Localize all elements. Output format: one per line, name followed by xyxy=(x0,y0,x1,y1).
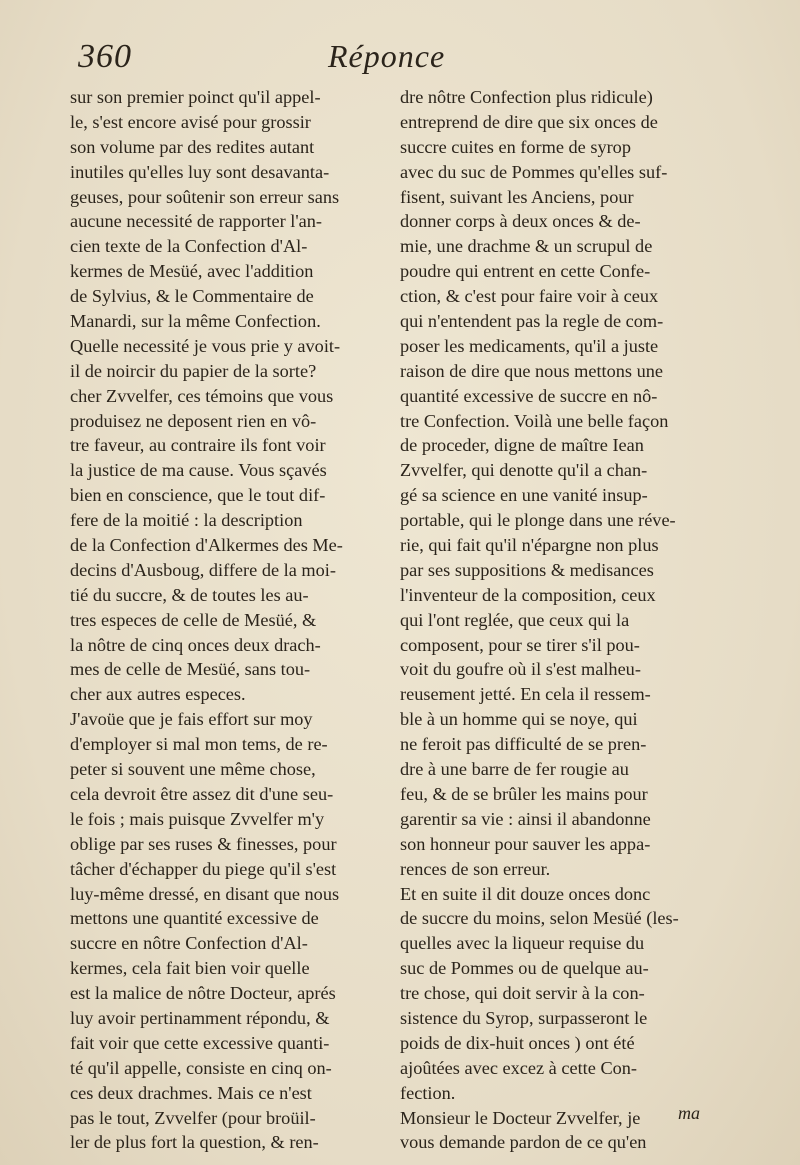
text-line: oblige par ses ruses & finesses, pour xyxy=(70,833,337,854)
text-line: produisez ne deposent rien en vô- xyxy=(70,410,317,431)
text-line: ler de plus fort la question, & ren- xyxy=(70,1132,319,1153)
text-line: kermes, cela fait bien voir quelle xyxy=(70,958,310,979)
text-line: decins d'Ausboug, differe de la moi- xyxy=(70,559,336,580)
text-line: rie, qui fait qu'il n'épargne non plus xyxy=(400,535,659,556)
text-line: quantité excessive de succre en nô- xyxy=(400,385,658,406)
text-line: composent, pour se tirer s'il pou- xyxy=(400,634,640,655)
text-line: cher Zvvelfer, ces témoins que vous xyxy=(70,385,334,406)
text-line: Quelle necessité je vous prie y avoit- xyxy=(70,335,341,356)
text-line: son honneur pour sauver les appa- xyxy=(400,833,651,854)
text-line: tre faveur, au contraire ils font voir xyxy=(70,435,326,456)
text-line: de Sylvius, & le Commentaire de xyxy=(70,286,314,307)
text-line: cher aux autres especes. xyxy=(70,684,246,705)
text-line: ction, & c'est pour faire voir à ceux xyxy=(400,286,659,307)
text-line: ajoûtées avec excez à cette Con- xyxy=(400,1057,638,1078)
text-line: mettons une quantité excessive de xyxy=(70,908,319,929)
text-line: est la malice de nôtre Docteur, aprés xyxy=(70,983,336,1004)
text-line: rences de son erreur. xyxy=(400,858,551,879)
text-line: dre nôtre Confection plus ridicule) xyxy=(400,87,653,107)
text-line: luy-même dressé, en disant que nous xyxy=(70,883,340,904)
text-line: pas le tout, Zvvelfer (pour broüil- xyxy=(70,1107,316,1128)
text-line: feu, & de se brûler les mains pour xyxy=(400,783,648,804)
text-line: poser les medicaments, qu'il a juste xyxy=(400,335,659,356)
text-line: qui l'ont reglée, que ceux qui la xyxy=(400,609,630,630)
text-line: la justice de ma cause. Vous sçavés xyxy=(70,460,327,481)
text-line: suc de Pommes ou de quelque au- xyxy=(400,958,649,979)
text-line: fere de la moitié : la description xyxy=(70,510,303,531)
text-line: de la Confection d'Alkermes des Me- xyxy=(70,535,343,556)
catchword: ma xyxy=(678,1103,700,1123)
text-line: vous demande pardon de ce qu'en xyxy=(400,1132,647,1153)
text-line: tre chose, qui doit servir à la con- xyxy=(400,983,645,1004)
text-line: reusement jetté. En cela il ressem- xyxy=(400,684,651,705)
text-line: geuses, pour soûtenir son erreur sans xyxy=(70,186,340,207)
text-line: qui n'entendent pas la regle de com- xyxy=(400,311,664,332)
text-line: dre à une barre de fer rougie au xyxy=(400,759,629,780)
running-head: Réponce xyxy=(328,38,446,74)
text-line: le fois ; mais puisque Zvvelfer m'y xyxy=(70,808,325,829)
text-line: de succre du moins, selon Mesüé (les- xyxy=(400,908,679,929)
text-line: Monsieur le Docteur Zvvelfer, je xyxy=(400,1107,641,1128)
text-line: d'employer si mal mon tems, de re- xyxy=(70,734,328,755)
text-line: gé sa science en une vanité insup- xyxy=(400,485,648,506)
text-line: sistence du Syrop, surpasseront le xyxy=(400,1007,648,1028)
text-line: de proceder, digne de maître Iean xyxy=(400,435,644,456)
text-line: succre cuites en forme de syrop xyxy=(400,136,631,157)
text-line: aucune necessité de rapporter l'an- xyxy=(70,211,322,232)
text-line: l'inventeur de la composition, ceux xyxy=(400,584,656,605)
text-line: tre Confection. Voilà une belle façon xyxy=(400,410,669,431)
text-line: son volume par des redites autant xyxy=(70,136,315,157)
page-header xyxy=(78,38,730,88)
text-line: fisent, suivant les Anciens, pour xyxy=(400,186,634,207)
text-line: garentir sa vie : ainsi il abandonne xyxy=(400,808,651,829)
text-line: poids de dix-huit onces ) ont été xyxy=(400,1032,635,1053)
text-line: luy avoir pertinamment répondu, & xyxy=(70,1007,330,1028)
text-line: J'avoüe que je fais effort sur moy xyxy=(70,709,313,730)
text-line: ble à un homme qui se noye, qui xyxy=(400,709,638,730)
text-line: la nôtre de cinq onces deux drach- xyxy=(70,634,321,655)
text-line: tres especes de celle de Mesüé, & xyxy=(70,609,317,630)
text-line: fait voir que cette excessive quanti- xyxy=(70,1032,330,1053)
text-line: cela devroit être assez dit d'une seu- xyxy=(70,783,334,804)
text-line: il de noircir du papier de la sorte? xyxy=(70,360,317,381)
text-line: le, s'est encore avisé pour grossir xyxy=(70,111,311,132)
text-line: Et en suite il dit douze onces donc xyxy=(400,883,651,904)
text-line: quelles avec la liqueur requise du xyxy=(400,933,645,954)
page-number: 360 xyxy=(78,38,132,75)
text-line: voit du goufre où il s'est malheu- xyxy=(400,659,641,680)
right-text-column xyxy=(400,85,718,1155)
text-line: poudre qui entrent en cette Confe- xyxy=(400,261,651,282)
text-line: ne feroit pas difficulté de se pren- xyxy=(400,734,647,755)
text-line: par ses suppositions & medisances xyxy=(400,559,654,580)
text-line: portable, qui le plonge dans une réve- xyxy=(400,510,676,531)
text-line: ces deux drachmes. Mais ce n'est xyxy=(70,1082,312,1103)
text-line: tié du succre, & de toutes les au- xyxy=(70,584,309,605)
text-line: sur son premier poinct qu'il appel- xyxy=(70,87,321,107)
text-line: mes de celle de Mesüé, sans tou- xyxy=(70,659,311,680)
text-line: té qu'il appelle, consiste en cinq on- xyxy=(70,1057,332,1078)
text-line: tâcher d'échapper du piege qu'il s'est xyxy=(70,858,337,879)
text-line: entreprend de dire que six onces de xyxy=(400,111,658,132)
text-line: peter si souvent une même chose, xyxy=(70,759,316,780)
text-line: succre en nôtre Confection d'Al- xyxy=(70,933,308,954)
text-line: bien en conscience, que le tout dif- xyxy=(70,485,326,506)
text-line: cien texte de la Confection d'Al- xyxy=(70,236,308,257)
text-line: mie, une drachme & un scrupul de xyxy=(400,236,653,257)
text-line: avec du suc de Pommes qu'elles suf- xyxy=(400,161,668,182)
text-line: raison de dire que nous mettons une xyxy=(400,360,663,381)
text-line: inutiles qu'elles luy sont desavanta- xyxy=(70,161,330,182)
text-line: fection. xyxy=(400,1082,456,1103)
left-text-column xyxy=(70,85,388,1155)
text-line: Zvvelfer, qui denotte qu'il a chan- xyxy=(400,460,648,481)
text-line: donner corps à deux onces & de- xyxy=(400,211,641,232)
text-line: kermes de Mesüé, avec l'addition xyxy=(70,261,314,282)
text-line: Manardi, sur la même Confection. xyxy=(70,311,321,332)
